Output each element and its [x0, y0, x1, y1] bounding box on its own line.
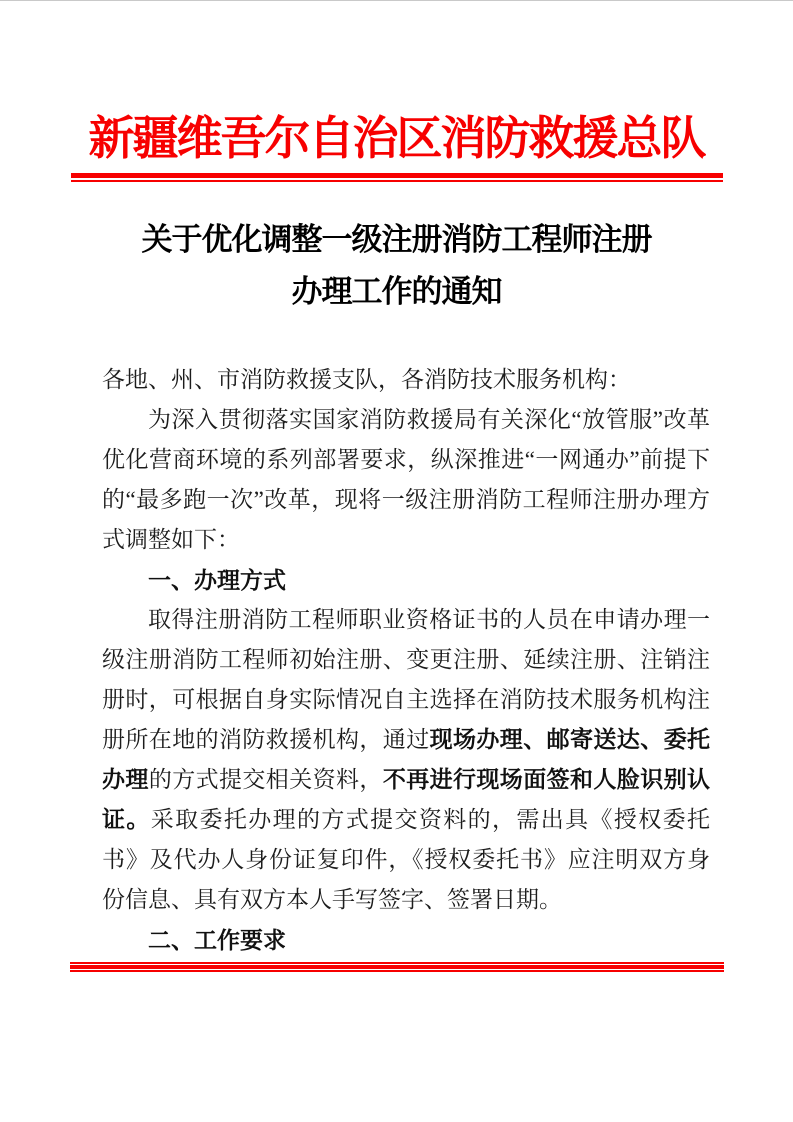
text-run: 为深入贯彻落实国家消防救援局有关深化“放管服”改革优化营商环境的系列部署要求，纵深推进“一网通办”前提下的“最多跑一次”改革，现将一级注册消防工程师注册办理方式调整如下： — [102, 407, 710, 552]
text-run: 取得注册消防工程师职业资格证书的人员在申请办理一级注册消防工程师初始注册、变更注册、延续注册、注销注册时，可根据自身实际情况自主选择在消防技术服务机构注册所在地的消防救援机构，通过 — [102, 607, 710, 752]
bold-text-run: 现场办理、邮寄送达、委托办理 — [102, 727, 711, 792]
text-run: 的方式提交相关资料， — [148, 767, 383, 792]
bold-text-run: 不再进行现场面签和人脸识别认证。 — [102, 767, 711, 832]
red-separator — [71, 173, 723, 182]
salutation-line: 各地、州、市消防救援支队，各消防技术服务机构： — [102, 367, 631, 392]
document-title-line2: 办理工作的通知 — [291, 274, 502, 309]
document-body-blocks — [102, 400, 710, 960]
org-name-masthead: 新疆维吾尔自治区消防救援总队 — [88, 113, 705, 164]
body-paragraph — [102, 600, 710, 920]
bottom-band-thin-bottom — [70, 970, 724, 972]
bold-text-run: 二、工作要求 — [148, 927, 286, 953]
section-heading — [102, 560, 710, 600]
document-title — [0, 214, 793, 318]
document-body — [102, 360, 710, 960]
document-title-line1: 关于优化调整一级注册消防工程师注册 — [141, 222, 652, 257]
section-heading — [102, 920, 710, 960]
red-separator-thin-rule — [71, 180, 723, 182]
text-run: 采取委托办理的方式提交资料的，需出具《授权委托书》及代办人身份证复印件，《授权委托书》应注明双方身份信息、具有双方本人手写签字、签署日期。 — [102, 807, 710, 912]
bold-text-run: 一、办理方式 — [148, 567, 286, 593]
bottom-red-band — [70, 962, 724, 972]
body-paragraph — [102, 400, 710, 560]
document-header — [0, 113, 793, 182]
